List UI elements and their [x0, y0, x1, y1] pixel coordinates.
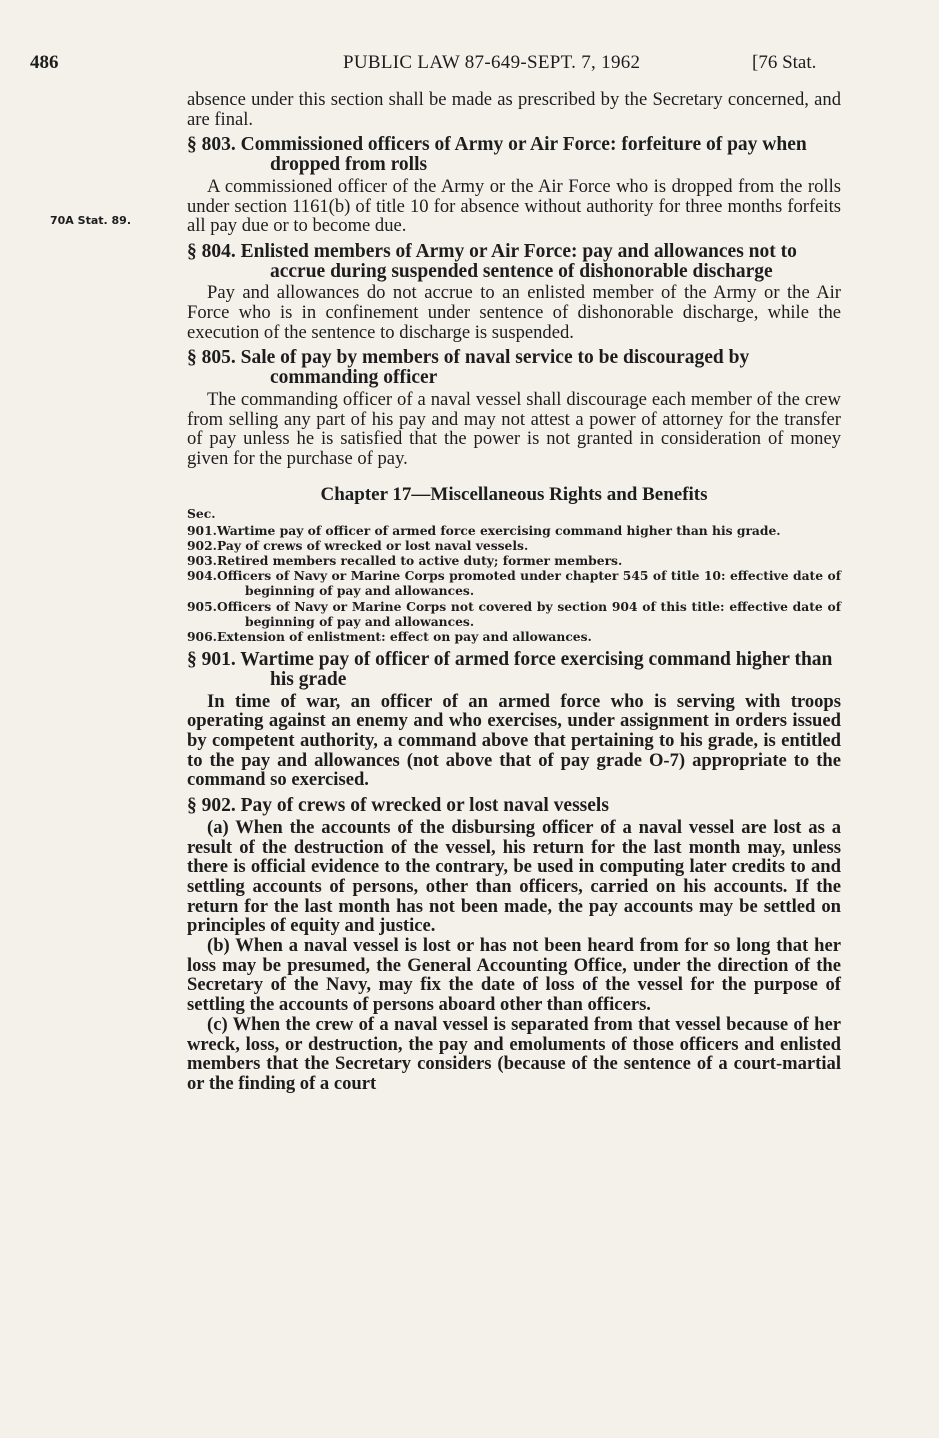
- toc-row: [187, 599, 841, 629]
- toc-num: 902.: [187, 537, 217, 553]
- toc-num: 901.: [187, 522, 217, 538]
- intro-paragraph: absence under this section shall be made as prescribed by the Secretary concerned, and are final.: [187, 89, 841, 130]
- section-803-body: A commissioned officer of the Army or the Air Force who is dropped from the rolls under section 1161(b) of title 10 for absence without authority for three months forfeits all pay due or to become due.: [187, 175, 841, 237]
- section-804-body: Pay and allowances do not accrue to an enlisted member of the Army or the Air Force who is in confinement under sentence of dishonorable discharge, while the execution of the sentence to discharge is suspended.: [187, 282, 841, 343]
- volume-reference: [76 Stat.: [752, 52, 817, 73]
- chapter-title: Chapter 17—Miscellaneous Rights and Benefits: [320, 483, 708, 505]
- section-804-heading: § 804. Enlisted members of Army or Air Force: pay and allowances not to accrue during suspended sentence of dishonorable discharge: [187, 240, 797, 282]
- section-901-body: In time of war, an officer of an armed force who is serving with troops operating against an enemy and who exercises, under assignment in orders issued by competent authority, a command above that pertaining to his grade, is entitled to the pay and allowances (not above that of pay grade O-7) appropriate to the command so exercised.: [187, 690, 841, 791]
- chapter-table-of-contents: [187, 506, 841, 644]
- toc-num: 904.: [187, 568, 217, 584]
- toc-num: 905.: [187, 598, 217, 614]
- toc-row: [187, 553, 841, 568]
- running-head: PUBLIC LAW 87-649-SEPT. 7, 1962: [343, 52, 641, 73]
- page-number: 486: [30, 52, 59, 73]
- margin-citation: 70A Stat. 89.: [50, 214, 132, 227]
- toc-text: Wartime pay of officer of armed force exercising command higher than his grade.: [217, 522, 781, 538]
- toc-text: Extension of enlistment: effect on pay and allowances.: [217, 628, 592, 644]
- toc-text: Pay of crews of wrecked or lost naval vessels.: [217, 537, 529, 553]
- toc-row: [187, 538, 841, 553]
- section-902-subsection-c: (c) When the crew of a naval vessel is separated from that vessel because of her wreck, loss, or destruction, the pay and emoluments of those officers and enlisted members that the Secretary considers (because of the sentence of a court-martial or the finding of a court: [187, 1013, 841, 1094]
- toc-row: [187, 629, 841, 644]
- toc-text: Officers of Navy or Marine Corps promoted under chapter 545 of title 10: effective date of beginning of pay and allowances.: [217, 568, 841, 599]
- section-805-body: The commanding officer of a naval vessel shall discourage each member of the crew from selling any part of his pay and may not attest a power of attorney for the transfer of pay unless he is satisfied that the power is not granted in consideration of money given for the purchase of pay.: [187, 388, 841, 469]
- toc-text: Officers of Navy or Marine Corps not covered by section 904 of this title: effective date of beginning of pay and allowances.: [217, 598, 841, 629]
- toc-row: [187, 523, 841, 538]
- section-805-heading: § 805. Sale of pay by members of naval service to be discouraged by commanding officer: [187, 347, 750, 389]
- toc-row: [187, 568, 841, 598]
- section-902-subsection-a: (a) When the accounts of the disbursing officer of a naval vessel are lost as a result of the destruction of the vessel, his return for the last month may, unless there is official evidence to the contrary, be used in computing later credits to and settling accounts of persons, other than officers, carried on his accounts. If the return for the last month has not been made, the pay accounts may be settled on principles of equity and justice.: [187, 816, 841, 937]
- section-902-subsection-b: (b) When a naval vessel is lost or has not been heard from for so long that her loss may be presumed, the General Accounting Office, under the direction of the Secretary of the Navy, may fix the date of loss of the vessel for the purpose of settling the accounts of persons aboard other than officers.: [187, 935, 841, 1016]
- main-text-column: [187, 90, 841, 1094]
- toc-num: 906.: [187, 628, 217, 644]
- section-803-heading: § 803. Commissioned officers of Army or Air Force: forfeiture of pay when dropped from rolls: [187, 134, 807, 176]
- section-902-heading: § 902. Pay of crews of wrecked or lost naval vessels: [187, 795, 609, 817]
- toc-text: Retired members recalled to active duty; former members.: [217, 552, 623, 568]
- toc-sec-label: Sec.: [187, 506, 216, 522]
- section-901-heading: § 901. Wartime pay of officer of armed force exercising command higher than his grade: [187, 649, 833, 690]
- toc-num: 903.: [187, 552, 217, 568]
